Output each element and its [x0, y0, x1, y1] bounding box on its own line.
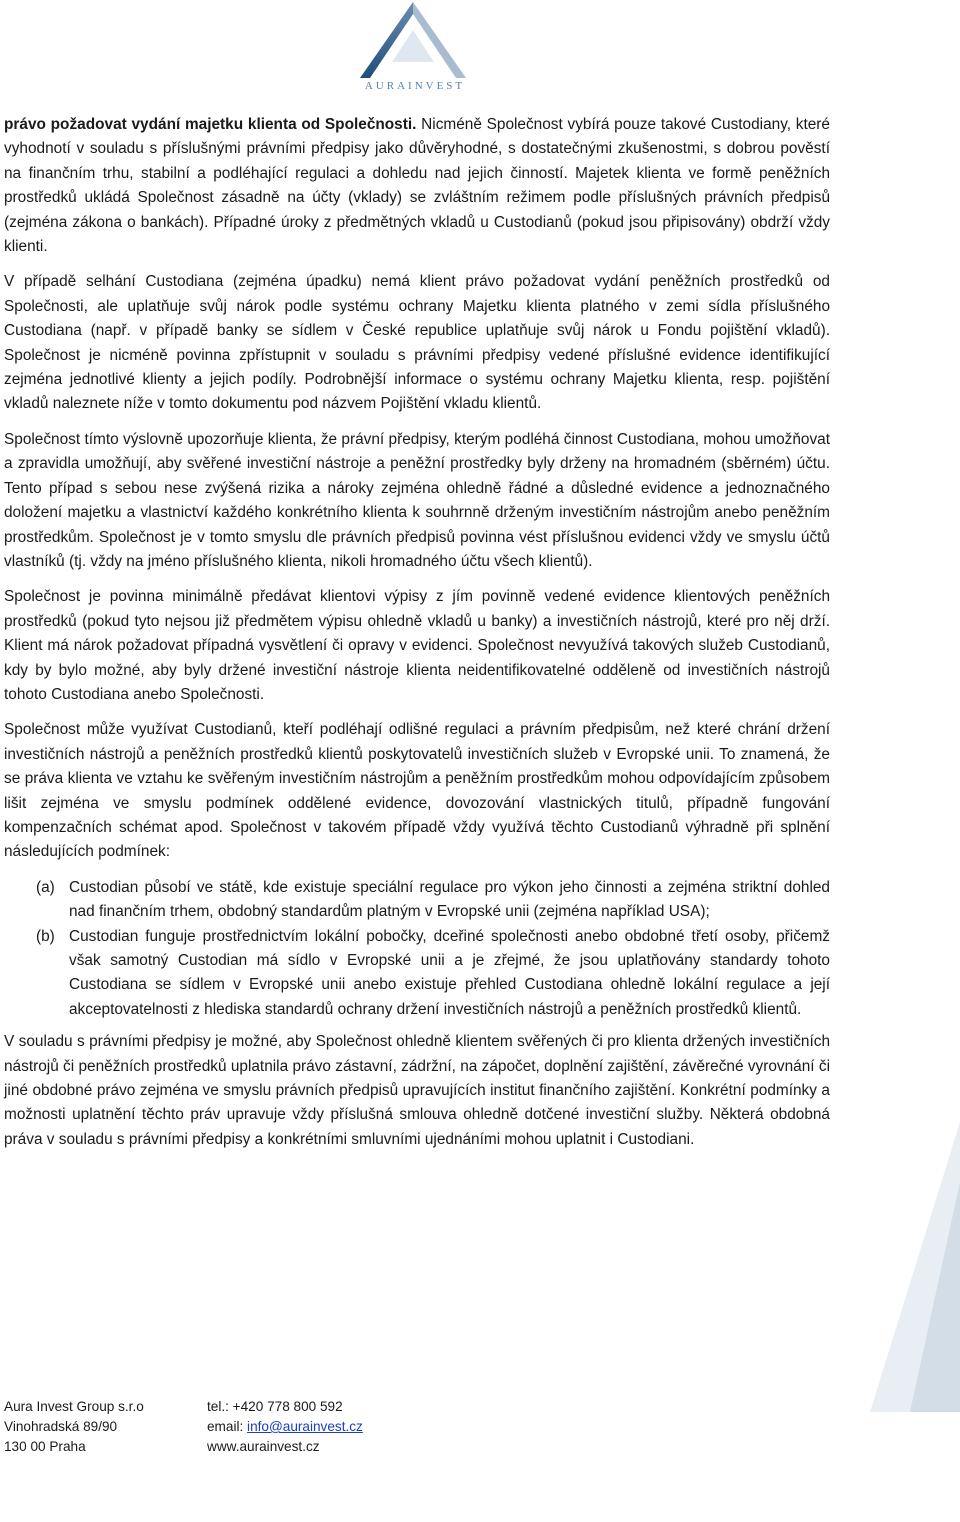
footer-email-label: email:	[207, 1419, 248, 1434]
conditions-list	[4, 876, 830, 1022]
list-item-text: Custodian funguje prostřednictvím lokální pobočky, dceřiné společnosti anebo obdobné třetí osoby, přičemž však samotný Custodian má sídlo v Evropské unii a je zřejmé, že jsou uplatňovány standardy tohoto Custodiana se sídlem v Evropské unii anebo existuje přehled Custodiana ohledně lokální regulace a její akceptovatelnosti z hlediska standardů ochrany držení investičních nástrojů a peněžních prostředků klientů.	[69, 927, 830, 1018]
list-item	[4, 925, 830, 1023]
paragraph-1	[4, 113, 830, 259]
list-item-label: (a)	[36, 878, 55, 896]
paragraph-1-text: Nicméně Společnost vybírá pouze takové Custodiany, které vyhodnotí v souladu s příslušnými právními předpisy jako důvěryhodné, s dostatečnými zkušenostmi, s dobrou pověstí na finančním trhu, stabilní a podléhající regulaci a dohledu nad jejich činností. Majetek klienta ve formě peněžních prostředků ukládá Společnost zásadně na účty (vklady) se zvláštním režimem podle příslušných právních předpisů (zejména zákona o bankách). Případné úroky z předmětných vkladů u Custodianů (pokud jsou připisovány) obdrží vždy klienti.	[4, 116, 830, 256]
paragraph-5: Společnost může využívat Custodianů, kteří podléhají odlišné regulaci a právním předpisům, než které chrání držení investičních nástrojů a peněžních prostředků klientů poskytovatelů investičních služeb v Evropské unii. To znamená, že se práva klienta ve vztahu ke svěřeným investičním nástrojům a peněžním prostředkům mohou odpovídajícím způsobem lišit zejména ve smyslu podmínek oddělené evidence, dovozování vlastnických titulů, případně fungování kompenzačních schémat apod. Společnost v takovém případě vždy využívá těchto Custodianů výhradně při splnění následujících podmínek:	[4, 721, 830, 861]
logo-triangle-icon	[340, 0, 490, 80]
footer-web: www.aurainvest.cz	[207, 1439, 320, 1454]
footer-city: 130 00 Praha	[4, 1439, 86, 1454]
paragraph-4: Společnost je povinna minimálně předávat klientovi výpisy z jím povinně vedené evidence klientových peněžních prostředků (pokud tyto nejsou již předmětem výpisu ohledně vkladů u banky) a investičních nástrojů, které pro něj drží. Klient má nárok požadovat případná vysvětlení či opravy v evidenci. Společnost nevyužívá takových služeb Custodianů, kdy by bylo možné, aby byly držené investiční nástroje klienta neidentifikovatelné odděleně od investičních nástrojů tohoto Custodiana anebo Společnosti.	[4, 588, 830, 703]
list-item	[4, 876, 830, 925]
paragraph-6: V souladu s právními předpisy je možné, aby Společnost ohledně klientem svěřených či pro klienta držených investičních nástrojů či peněžních prostředků uplatnila právo zástavní, zádržní, na zápočet, doplnění zajištění, závěrečné vyrovnání či jiné obdobné právo zejména ve smyslu právních předpisů upravujících institut finančního zajištění. Konkrétní podmínky a možnosti uplatnění těchto práv upravuje vždy příslušná smlouva ohledně dotčené investiční služby. Některá obdobná práva v souladu s právními předpisy a konkrétními smluvními ujednáními mohou uplatnit i Custodiani.	[4, 1033, 830, 1148]
footer-street: Vinohradská 89/90	[4, 1419, 118, 1434]
company-logo	[340, 0, 490, 100]
bold-lead: právo požadovat vydání majetku klienta od Společnosti.	[4, 116, 417, 133]
paragraph-2: V případě selhání Custodiana (zejména úpadku) nemá klient právo požadovat vydání peněžních prostředků od Společnosti, ale uplatňuje svůj nárok podle systému ochrany Majetku klienta platného v zemi sídla příslušného Custodiana (např. v případě banky se sídlem v České republice uplatňuje svůj nárok u Fondu pojištění vkladů). Společnost je nicméně povinna zpřístupnit v souladu s právními předpisy vedené příslušné evidence identifikující zejména jednotlivé klienty a jejich podíly. Podrobnější informace o systému ochrany Majetku klienta, resp. pojištění vkladů naleznete níže v tomto dokumentu pod názvem Pojištění vkladu klientů.	[4, 273, 830, 413]
footer-email-link[interactable]: info@aurainvest.cz	[247, 1419, 363, 1434]
paragraph-3: Společnost tímto výslovně upozorňuje klienta, že právní předpisy, kterým podléhá činnost Custodiana, mohou umožňovat a zpravidla umožňují, aby svěřené investiční nástroje a peněžní prostředky byly drženy na hromadném (sběrném) účtu. Tento případ s sebou nese zvýšená rizika a nároky zejména ohledně řádné a důsledné evidence a jednoznačného doložení majetku a vlastnictví každého konkrétního klienta k souhrnně drženým investičním nástrojům anebo peněžním prostředkům. Společnost je v tomto smyslu dle právních předpisů povinna vést příslušnou evidenci vždy ve smyslu účtů vlastníků (tj. vždy na jméno příslušného klienta, nikoli hromadného účtu všech klientů).	[4, 430, 830, 570]
document-body	[4, 113, 830, 1163]
corner-decoration-icon	[810, 1122, 960, 1412]
logo-text: AURAINVEST	[364, 80, 466, 92]
footer-company: Aura Invest Group s.r.o	[4, 1399, 144, 1414]
footer-email-line	[207, 1417, 447, 1437]
footer-phone: tel.: +420 778 800 592	[207, 1399, 343, 1414]
list-item-text: Custodian působí ve státě, kde existuje speciální regulace pro výkon jeho činnosti a zejména striktní dohled nad finančním trhem, obdobný standardům platným v Evropské unii (zejména například USA);	[69, 878, 830, 921]
footer-contact	[207, 1397, 447, 1457]
list-item-label: (b)	[36, 927, 55, 945]
footer-address	[4, 1397, 194, 1457]
